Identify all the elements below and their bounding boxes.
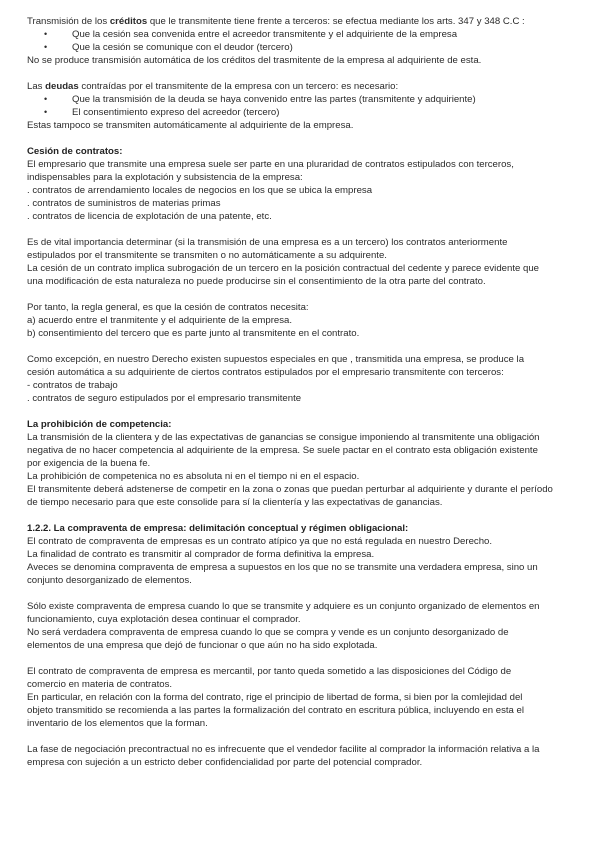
- list-item: • Que la transmisión de la deuda se haya convenido entre las partes (transmitente y adquiriente): [27, 93, 575, 106]
- text-line: Aveces se denomina compraventa de empresa a supuestos en los que no se transmite una verdadera empresa, sino un: [27, 562, 538, 573]
- document-content: [27, 15, 575, 769]
- creditos-bold: créditos: [109, 16, 148, 27]
- text-line: Es de vital importancia determinar (si la transmisión de una empresa es a un tercero) los contratos anteriormente: [27, 237, 508, 248]
- deudas-note: Estas tampoco se transmiten automáticamente al adquiriente de la empresa.: [27, 120, 354, 131]
- list-item: . contratos de licencia de explotación de una patente, etc.: [27, 211, 272, 222]
- list-item: • El consentimiento expreso del acreedor (tercero): [27, 106, 575, 119]
- cesion-contract-list: [27, 184, 575, 223]
- list-item: . contratos de suministros de materias primas: [27, 198, 221, 209]
- text-line: Sólo existe compraventa de empresa cuando lo que se transmite y adquiere es un conjunto organizado de elementos en: [27, 601, 540, 612]
- text-line: cesión automática a su adquiriente de ciertos contratos estipulados por el empresario transmitente con terceros:: [27, 367, 504, 378]
- text-line: b) consentimiento del tercero que es parte junto al transmitente en el contrato.: [27, 328, 360, 339]
- text-line: comercio en materia de contratos.: [27, 679, 173, 690]
- text-line: de tiempo necesario para que este consolide para sí la clientería y las expectativas de ganancias.: [27, 497, 443, 508]
- text-line: Por tanto, la regla general, es que la cesión de contratos necesita:: [27, 302, 309, 313]
- text-line: La finalidad de contrato es transmitir al comprador de forma definitiva la empresa.: [27, 549, 375, 560]
- text-line: a) acuerdo entre el tranmitente y el adquiriente de la empresa.: [27, 315, 293, 326]
- text-line: El contrato de compraventa de empresas es un contrato atípico ya que no está regulada en nuestro Derecho.: [27, 536, 493, 547]
- text-line: - contratos de trabajo: [27, 380, 118, 391]
- text-line: conjunto desorganizado de elementos.: [27, 575, 192, 586]
- cesion-title: Cesión de contratos:: [27, 146, 123, 157]
- deudas-intro-post: contraídas por el transmitente de la empresa con un tercero: es necesario:: [78, 81, 399, 92]
- text-line: El contrato de compraventa de empresa es mercantil, por tanto queda sometido a las disposiciones del Código de: [27, 666, 512, 677]
- text-line: La transmisión de la clientera y de las expectativas de ganancias se consigue imponiendo al transmitente una obligación: [27, 432, 540, 443]
- text-line: . contratos de seguro estipulados por el empresario transmitente: [27, 393, 302, 404]
- deudas-intro: [27, 80, 575, 93]
- text-line: La prohibición de competenica no es absoluta ni en el tiempo ni en el espacio.: [27, 471, 360, 482]
- text-line: Como excepción, en nuestro Derecho existen supuestos especiales en que , transmitida una empresa, se produce la: [27, 354, 525, 365]
- text-line: inventario de los elementos que la forman.: [27, 718, 208, 729]
- text-line: La fase de negociación precontractual no es infrecuente que el vendedor facilite al comprador la información relativa a la: [27, 744, 540, 755]
- text-line: En particular, en relación con la forma del contrato, rige el principio de libertad de forma, si bien por la comlejidad del: [27, 692, 523, 703]
- deudas-bold: deudas: [45, 81, 79, 92]
- list-item: • Que la cesión se comunique con el deudor (tercero): [27, 41, 575, 54]
- creditos-note: No se produce transmisión automática de los créditos del trasmitente de la empresa al adquiriente de esta.: [27, 55, 482, 66]
- deudas-intro-pre: Las: [27, 81, 46, 92]
- creditos-intro-post: que le transmitente tiene frente a terceros: se efectua mediante los arts. 347 y 348 C.C :: [147, 16, 525, 27]
- text-line: negativa de no hacer competencia al adquiriente de la empresa. Se suele pactar en el contrato esta obligación existente: [27, 445, 538, 456]
- text-line: La cesión de un contrato implica subrogación de un tercero en la posición contractual del cedente y parece evidente que: [27, 263, 539, 274]
- text-line: funcionamiento, cuya explotación desea continuar el comprador.: [27, 614, 301, 625]
- creditos-intro-pre: Transmisión de los: [27, 16, 110, 27]
- creditos-bullet-list: [27, 28, 575, 54]
- text-line: indispensables para la explotación y subsistencia de la empresa:: [27, 172, 303, 183]
- text-line: por exigencia de la buena fe.: [27, 458, 151, 469]
- deudas-bullet-list: [27, 93, 575, 119]
- text-line: El transmitente deberá adstenerse de competir en la zona o zonas que puedan perturbar al adquiriente y durante el período: [27, 484, 553, 495]
- creditos-intro: [27, 15, 575, 28]
- text-line: El empresario que transmite una empresa suele ser parte en una pluraridad de contratos estipulados con terceros,: [27, 159, 514, 170]
- list-item: . contratos de arrendamiento locales de negocios en los que se ubica la empresa: [27, 185, 373, 196]
- text-line: elementos de una empresa que dejó de funcionar o que aún no ha sido explotada.: [27, 640, 378, 651]
- text-line: estipulados por el transmitente se transmiten o no automáticamente a su adquirente.: [27, 250, 387, 261]
- prohibicion-title: La prohibición de competencia:: [27, 419, 172, 430]
- text-line: una modificación de esta naturaleza no puede producirse sin el consentimiento de la otra parte del contrato.: [27, 276, 486, 287]
- list-item: • Que la cesión sea convenida entre el acreedor transmitente y el adquiriente de la empresa: [27, 28, 575, 41]
- text-line: empresa con sujeción a un estricto deber confidencialidad por parte del potencial comprador.: [27, 757, 423, 768]
- text-line: No será verdadera compraventa de empresa cuando lo que se compra y vende es un conjunto desorganizado de: [27, 627, 509, 638]
- text-line: objeto transmitido se recomienda a las partes la formalización del contrato en escritura pública, incluyendo en esta el: [27, 705, 525, 716]
- compraventa-title: 1.2.2. La compraventa de empresa: delimitación conceptual y régimen obligacional:: [27, 523, 409, 534]
